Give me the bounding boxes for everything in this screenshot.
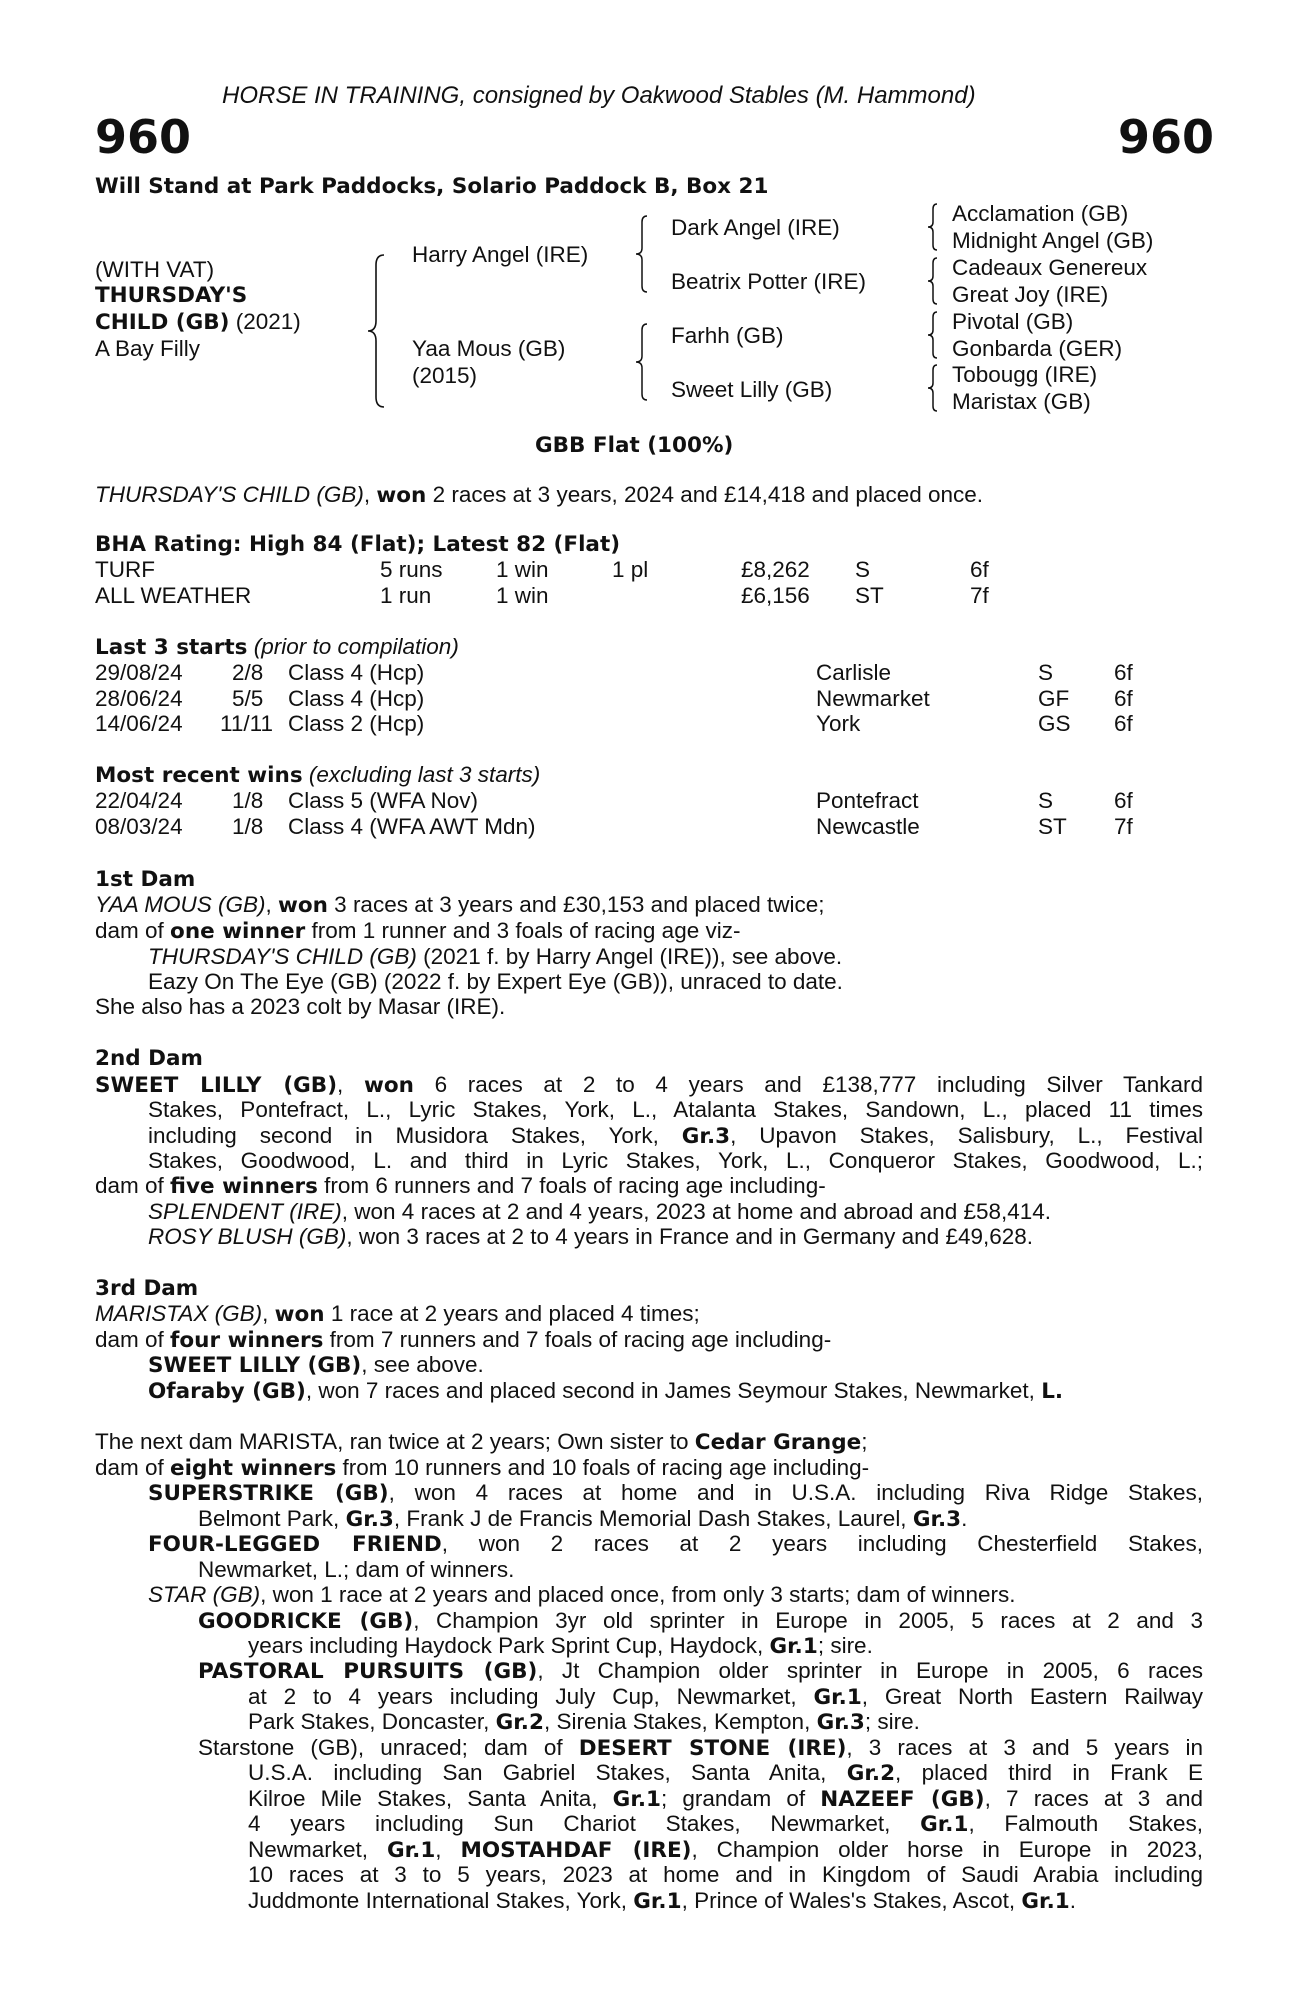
win-position: 1/8 (232, 788, 264, 813)
rating-prize: £8,262 (741, 557, 810, 582)
rating-wins: 1 win (496, 557, 549, 582)
pedigree-brace-g4-4 (926, 363, 940, 413)
win-going: ST (1038, 814, 1067, 839)
start-date: 29/08/24 (95, 660, 183, 685)
horse-name-line1: THURSDAY'S (95, 283, 248, 308)
pedigree-dam-dam: Sweet Lilly (GB) (671, 377, 833, 402)
consignor-line: HORSE IN TRAINING, consigned by Oakwood Stables (M. Hammond) (222, 82, 976, 109)
pedigree-brace-sire (634, 214, 650, 294)
next-dam-line: Juddmonte International Stakes, York, Gr.1, Prince of Wales's Stakes, Ascot, Gr.1. (248, 1888, 1076, 1914)
third-dam-line: MARISTAX (GB), won 1 race at 2 years and placed 4 times; (95, 1301, 700, 1327)
recent-wins-heading: Most recent wins (excluding last 3 starts) (95, 762, 541, 788)
pedigree-classification: GBB Flat (100%) (535, 433, 734, 458)
pedigree-sire: Harry Angel (IRE) (412, 242, 589, 267)
rating-placed: 1 pl (612, 557, 649, 582)
third-dam-heading: 3rd Dam (95, 1276, 199, 1301)
start-course: Carlisle (816, 660, 892, 685)
pedigree-g4-3: Cadeaux Genereux (952, 255, 1148, 280)
rating-distance: 7f (970, 583, 989, 608)
next-dam-line: dam of eight winners from 10 runners and 10 foals of racing age including- (95, 1455, 870, 1481)
first-dam-line: dam of one winner from 1 runner and 3 foals of racing age viz- (95, 918, 741, 944)
first-dam-line: THURSDAY'S CHILD (GB) (2021 f. by Harry Angel (IRE)), see above. (148, 944, 843, 969)
start-race: Class 2 (Hcp) (288, 711, 425, 736)
next-dam-line: FOUR-LEGGED FRIEND, won 2 races at 2 years including Chesterfield Stakes, (148, 1531, 1203, 1557)
second-dam-line: dam of five winners from 6 runners and 7 foals of racing age including- (95, 1173, 826, 1199)
start-position: 5/5 (232, 686, 264, 711)
win-position: 1/8 (232, 814, 264, 839)
start-going: GS (1038, 711, 1071, 736)
second-dam-line: ROSY BLUSH (GB), won 3 races at 2 to 4 years in France and in Germany and £49,628. (148, 1224, 1034, 1249)
win-race: Class 4 (WFA AWT Mdn) (288, 814, 536, 839)
win-date: 22/04/24 (95, 788, 183, 813)
next-dam-line: SUPERSTRIKE (GB), won 4 races at home and in U.S.A. including Riva Ridge Stakes, (148, 1480, 1204, 1506)
next-dam-line: U.S.A. including San Gabriel Stakes, Santa Anita, Gr.2, placed third in Frank E (248, 1760, 1203, 1786)
win-going: S (1038, 788, 1054, 813)
rating-prize: £6,156 (741, 583, 810, 608)
rating-runs: 1 run (380, 583, 432, 608)
next-dam-line: The next dam MARISTA, ran twice at 2 years; Own sister to Cedar Grange; (95, 1429, 868, 1455)
rating-distance: 6f (970, 557, 989, 582)
pedigree-dam-sire: Farhh (GB) (671, 323, 784, 348)
second-dam-heading: 2nd Dam (95, 1046, 203, 1071)
race-summary: THURSDAY'S CHILD (GB), won 2 races at 3 years, 2024 and £14,418 and placed once. (95, 482, 984, 508)
win-course: Newcastle (816, 814, 920, 839)
pedigree-dam-year: (2015) (412, 363, 478, 388)
next-dam-line: 10 races at 3 to 5 years, 2023 at home and in Kingdom of Saudi Arabia including (248, 1862, 1203, 1887)
second-dam-line: including second in Musidora Stakes, York, Gr.3, Upavon Stakes, Salisbury, L., Festival (148, 1123, 1203, 1149)
first-dam-line: She also has a 2023 colt by Masar (IRE). (95, 994, 506, 1019)
pedigree-g4-8: Maristax (GB) (952, 389, 1091, 414)
start-position: 11/11 (220, 711, 273, 736)
second-dam-line: Stakes, Goodwood, L. and third in Lyric Stakes, York, L., Conqueror Stakes, Goodwood, L.; (148, 1148, 1203, 1173)
lot-number-left: 960 (95, 110, 192, 164)
pedigree-brace-dam (634, 322, 650, 402)
start-going: GF (1038, 686, 1070, 711)
first-dam-line: YAA MOUS (GB), won 3 races at 3 years and £30,153 and placed twice; (95, 892, 825, 918)
rating-surface: TURF (95, 557, 155, 582)
rating-going: S (855, 557, 871, 582)
start-distance: 6f (1114, 711, 1133, 736)
next-dam-line: 4 years including Sun Chariot Stakes, Newmarket, Gr.1, Falmouth Stakes, (248, 1811, 1203, 1837)
horse-name-line2: CHILD (GB) (2021) (95, 309, 301, 335)
start-date: 14/06/24 (95, 711, 183, 736)
pedigree-g4-6: Gonbarda (GER) (952, 336, 1123, 361)
next-dam-line: Newmarket, L.; dam of winners. (198, 1557, 515, 1582)
start-date: 28/06/24 (95, 686, 183, 711)
win-date: 08/03/24 (95, 814, 183, 839)
pedigree-g4-2: Midnight Angel (GB) (952, 228, 1154, 253)
rating-runs: 5 runs (380, 557, 443, 582)
next-dam-line: Park Stakes, Doncaster, Gr.2, Sirenia Stakes, Kempton, Gr.3; sire. (248, 1709, 920, 1735)
next-dam-line: Belmont Park, Gr.3, Frank J de Francis Memorial Dash Stakes, Laurel, Gr.3. (198, 1506, 968, 1532)
pedigree-sire-dam: Beatrix Potter (IRE) (671, 269, 867, 294)
pedigree-brace-g4-1 (926, 202, 940, 252)
bha-rating-heading: BHA Rating: High 84 (Flat); Latest 82 (Flat) (95, 532, 621, 557)
lot-number-right: 960 (1118, 110, 1215, 164)
third-dam-line: Ofaraby (GB), won 7 races and placed second in James Seymour Stakes, Newmarket, L. (148, 1378, 1064, 1404)
next-dam-line: PASTORAL PURSUITS (GB), Jt Champion older sprinter in Europe in 2005, 6 races (198, 1658, 1203, 1684)
win-distance: 6f (1114, 788, 1133, 813)
win-course: Pontefract (816, 788, 919, 813)
pedigree-brace-g4-2 (926, 256, 940, 306)
pedigree-g4-1: Acclamation (GB) (952, 201, 1129, 226)
pedigree-brace-main (366, 253, 388, 409)
start-race: Class 4 (Hcp) (288, 660, 425, 685)
third-dam-line: dam of four winners from 7 runners and 7 foals of racing age including- (95, 1327, 832, 1353)
pedigree-g4-4: Great Joy (IRE) (952, 282, 1109, 307)
first-dam-heading: 1st Dam (95, 867, 196, 892)
start-course: Newmarket (816, 686, 930, 711)
next-dam-line: GOODRICKE (GB), Champion 3yr old sprinter in Europe in 2005, 5 races at 2 and 3 (198, 1608, 1203, 1634)
second-dam-line: SPLENDENT (IRE), won 4 races at 2 and 4 years, 2023 at home and abroad and £58,414. (148, 1199, 1052, 1224)
rating-going: ST (855, 583, 884, 608)
win-race: Class 5 (WFA Nov) (288, 788, 479, 813)
next-dam-line: Kilroe Mile Stakes, Santa Anita, Gr.1; grandam of NAZEEF (GB), 7 races at 3 and (248, 1786, 1203, 1812)
start-going: S (1038, 660, 1054, 685)
third-dam-line: SWEET LILLY (GB), see above. (148, 1352, 484, 1378)
next-dam-line: STAR (GB), won 1 race at 2 years and placed once, from only 3 starts; dam of winners. (148, 1582, 1016, 1607)
stabling-location: Will Stand at Park Paddocks, Solario Paddock B, Box 21 (95, 174, 769, 199)
start-distance: 6f (1114, 686, 1133, 711)
start-course: York (816, 711, 861, 736)
second-dam-line: Stakes, Pontefract, L., Lyric Stakes, York, L., Atalanta Stakes, Sandown, L., placed 11 times (148, 1097, 1203, 1122)
pedigree-g4-5: Pivotal (GB) (952, 309, 1074, 334)
pedigree-dam: Yaa Mous (GB) (412, 336, 566, 361)
next-dam-line: Starstone (GB), unraced; dam of DESERT STONE (IRE), 3 races at 3 and 5 years in (198, 1735, 1203, 1761)
next-dam-line: at 2 to 4 years including July Cup, Newmarket, Gr.1, Great North Eastern Railway (248, 1684, 1203, 1710)
pedigree-brace-g4-3 (926, 310, 940, 360)
vat-status: (WITH VAT) (95, 257, 215, 282)
last-starts-heading: Last 3 starts (prior to compilation) (95, 634, 459, 660)
pedigree-g4-7: Tobougg (IRE) (952, 362, 1098, 387)
first-dam-line: Eazy On The Eye (GB) (2022 f. by Expert Eye (GB)), unraced to date. (148, 969, 843, 994)
rating-surface: ALL WEATHER (95, 583, 252, 608)
rating-wins: 1 win (496, 583, 549, 608)
start-race: Class 4 (Hcp) (288, 686, 425, 711)
start-distance: 6f (1114, 660, 1133, 685)
pedigree-sire-sire: Dark Angel (IRE) (671, 215, 840, 240)
horse-description: A Bay Filly (95, 336, 201, 361)
start-position: 2/8 (232, 660, 264, 685)
second-dam-line: SWEET LILLY (GB), won 6 races at 2 to 4 years and £138,777 including Silver Tankard (95, 1072, 1203, 1098)
next-dam-line: years including Haydock Park Sprint Cup, Haydock, Gr.1; sire. (248, 1633, 873, 1659)
win-distance: 7f (1114, 814, 1133, 839)
next-dam-line: Newmarket, Gr.1, MOSTAHDAF (IRE), Champion older horse in Europe in 2023, (248, 1837, 1204, 1863)
